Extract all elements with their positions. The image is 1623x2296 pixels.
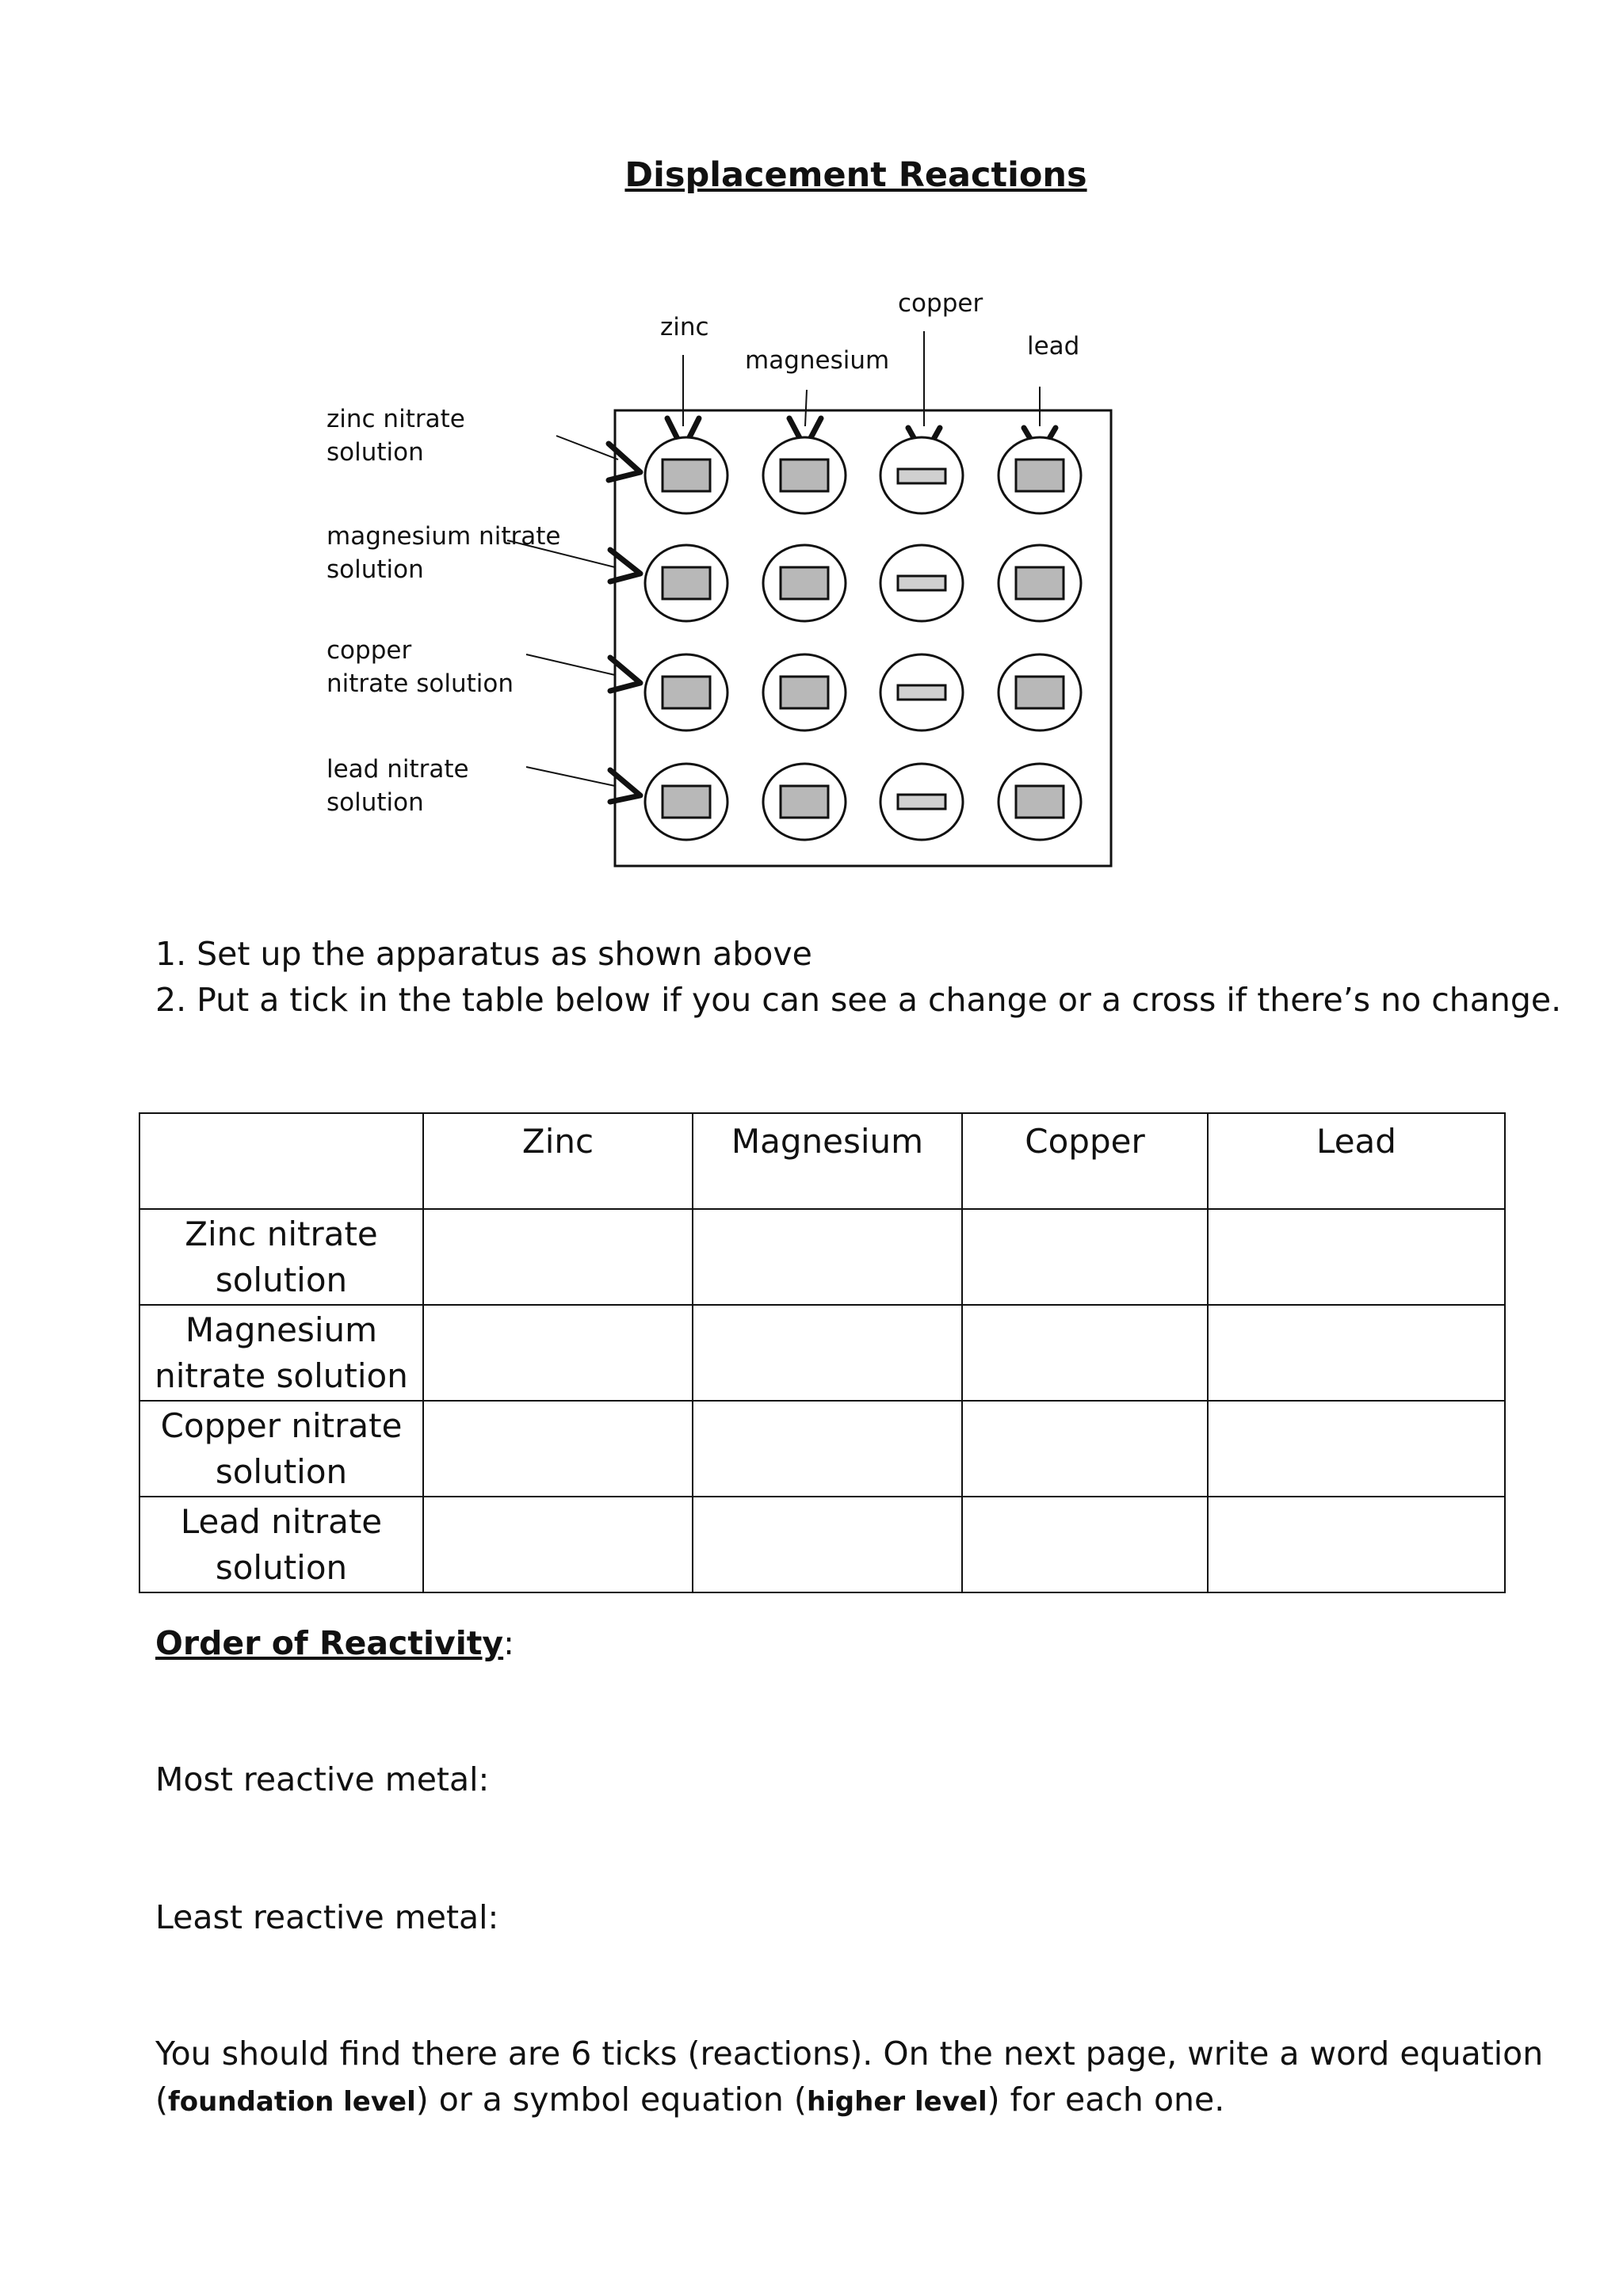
solution-label-copper: copper nitrate solution bbox=[327, 636, 514, 698]
row-header-lead-nitrate: Lead nitrate solution bbox=[139, 1497, 423, 1592]
answer-cell[interactable] bbox=[423, 1401, 693, 1497]
answer-cell[interactable] bbox=[693, 1305, 962, 1401]
answer-cell[interactable] bbox=[1208, 1401, 1505, 1497]
apparatus-diagram bbox=[0, 0, 1623, 911]
answer-cell[interactable] bbox=[962, 1305, 1208, 1401]
results-table bbox=[139, 1112, 1506, 1593]
final-instruction-line1: You should find there are 6 ticks (reactions). On the next page, write a word equation bbox=[155, 2035, 1544, 2073]
answer-cell[interactable] bbox=[693, 1401, 962, 1497]
instruction-2: 2. Put a tick in the table below if you can see a change or a cross if there’s no change. bbox=[155, 981, 1562, 1019]
instruction-1: 1. Set up the apparatus as shown above bbox=[155, 935, 812, 973]
answer-cell[interactable] bbox=[693, 1209, 962, 1305]
answer-cell[interactable] bbox=[423, 1305, 693, 1401]
row-header-zinc-nitrate: Zinc nitrate solution bbox=[139, 1209, 423, 1305]
metal-label-copper: copper bbox=[898, 289, 983, 318]
most-reactive-label: Most reactive metal: bbox=[155, 1760, 490, 1798]
answer-cell[interactable] bbox=[423, 1497, 693, 1592]
answer-cell[interactable] bbox=[1208, 1497, 1505, 1592]
column-header-copper: Copper bbox=[962, 1113, 1208, 1209]
answer-cell[interactable] bbox=[423, 1209, 693, 1305]
table-header-row bbox=[139, 1113, 1505, 1209]
row-header-copper-nitrate: Copper nitrate solution bbox=[139, 1401, 423, 1497]
table-row bbox=[139, 1497, 1505, 1592]
column-header-zinc: Zinc bbox=[423, 1113, 693, 1209]
column-header-magnesium: Magnesium bbox=[693, 1113, 962, 1209]
row-header-magnesium-nitrate: Magnesium nitrate solution bbox=[139, 1305, 423, 1401]
table-row bbox=[139, 1209, 1505, 1305]
answer-cell[interactable] bbox=[962, 1401, 1208, 1497]
answer-cell[interactable] bbox=[1208, 1305, 1505, 1401]
column-header-lead: Lead bbox=[1208, 1113, 1505, 1209]
spotting-tile-drawing bbox=[0, 0, 1623, 911]
column-header-blank bbox=[139, 1113, 423, 1209]
order-of-reactivity-heading: Order of Reactivity: bbox=[155, 1624, 514, 1662]
metal-label-lead: lead bbox=[1027, 332, 1080, 360]
solution-label-lead: lead nitrate solution bbox=[327, 755, 469, 817]
foundation-level-label: foundation level bbox=[168, 2086, 416, 2118]
answer-cell[interactable] bbox=[693, 1497, 962, 1592]
metal-label-zinc: zinc bbox=[660, 313, 709, 341]
page-title: Displacement Reactions bbox=[624, 155, 1087, 195]
higher-level-label: higher level bbox=[806, 2086, 987, 2118]
table-row bbox=[139, 1401, 1505, 1497]
solution-label-zinc: zinc nitrate solution bbox=[327, 405, 465, 467]
answer-cell[interactable] bbox=[962, 1497, 1208, 1592]
final-instruction-line2: (foundation level) or a symbol equation (higher level) for each one. bbox=[155, 2081, 1225, 2119]
metal-label-magnesium: magnesium bbox=[745, 346, 890, 375]
least-reactive-label: Least reactive metal: bbox=[155, 1898, 499, 1936]
answer-cell[interactable] bbox=[1208, 1209, 1505, 1305]
table-row bbox=[139, 1305, 1505, 1401]
answer-cell[interactable] bbox=[962, 1209, 1208, 1305]
solution-label-magnesium: magnesium nitrate solution bbox=[327, 522, 561, 584]
